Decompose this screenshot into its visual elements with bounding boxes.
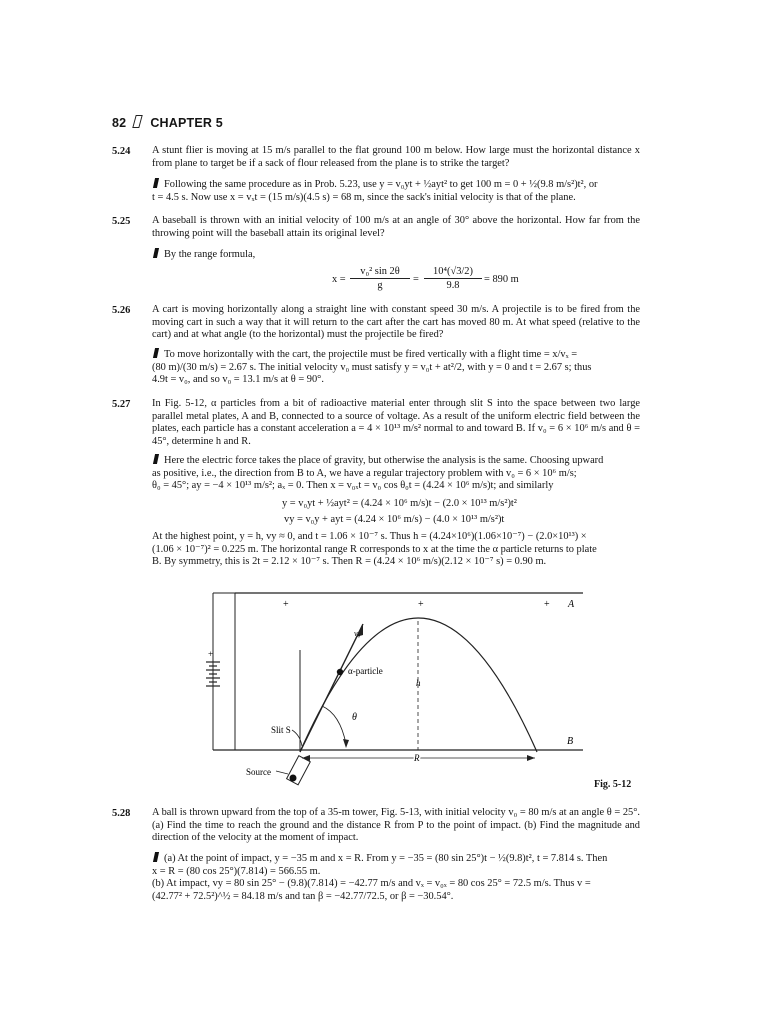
problem-number: 5.27	[112, 399, 131, 410]
problem-number: 5.25	[112, 216, 131, 227]
figure-caption: Fig. 5-12	[594, 779, 632, 790]
plus-sign: +	[208, 649, 214, 659]
alpha-particle	[337, 669, 343, 675]
plus-sign: +	[544, 599, 550, 610]
range-label: R	[414, 753, 420, 763]
problem-solution: By the range formula,	[152, 248, 640, 262]
slit-label: Slit S	[271, 725, 291, 735]
velocity-label: v₀	[354, 629, 361, 638]
problem-question: A cart is moving horizontally along a straight line with constant speed 30 m/s. A projectile is to be fired from the moving cart in such a way that it will return to the cart after the cart has moved 80 m. At what speed (relative to the cart) and at what angle (to the horizontal) must the projectile be fired?	[152, 304, 640, 341]
trajectory-equation-vy: vy = v₀y + ayt = (4.24 × 10⁶ m/s) − (4.0 × 10¹³ m/s²)t	[284, 514, 505, 525]
plus-sign: +	[418, 599, 424, 610]
plus-sign: +	[283, 599, 289, 610]
source-box	[287, 756, 311, 785]
problem-solution: (a) At the point of impact, y = −35 m and x = R. From y = −35 = (80 sin 25°)t − ½(9.8)t², t = 7.814 s. Then x = R = (80 cos 25°)(7.814) = 566.55 m. (b) At impact, vy = 80 sin 25° − (9.8)(7.814) = −42.77 m/s and vₓ = v₀ₓ = 80 cos 25° = 72.5 m/s. Thus v = (42.77² + 72.5²)^½ = 84.18 m/s and tan β = −42.77/72.5, or β = −30.54°.	[152, 853, 608, 902]
angle-label: θ	[352, 712, 357, 723]
chapter-title: CHAPTER 5	[150, 116, 223, 130]
problem-conclusion: At the highest point, y = h, vy ≈ 0, and t = 1.06 × 10⁻⁷ s. Thus h = (4.24×10⁶)(1.06×10⁻⁷) − (2.0×10¹³) × (1.06 × 10⁻⁷)² = 0.225 m. The horizontal range R corresponds to x at the time the α particle returns to plate B. By symmetry, this is 2t = 2.12 × 10⁻⁷ s. Then R = (4.24 × 10⁶ m/s)(2.12 × 10⁻⁷ s) = 0.90 m.	[152, 531, 597, 568]
source-label: Source	[246, 767, 271, 777]
problem-solution: Following the same procedure as in Prob. 5.23, use y = v₀yt + ½ayt² to get 100 m = 0 + ½(9.8 m/s²)t², or t = 4.5 s. Now use x = vₓt = (15 m/s)(4.5 s) = 68 m, since the sack's initial velocity is that of the plane.	[152, 179, 598, 203]
particle-label: α-particle	[348, 666, 383, 676]
trajectory-equation-y: y = v₀yt + ½ayt² = (4.24 × 10⁶ m/s)t − (2.0 × 10¹³ m/s²)t²	[282, 498, 517, 509]
plate-b-label: B	[567, 736, 574, 747]
problem-question: A ball is thrown upward from the top of a 35-m tower, Fig. 5-13, with initial velocity v₀ = 80 m/s at an angle θ = 25°. (a) Find the time to reach the ground and the distance R from P to the point of impact. (b) Find the magnitude and direction of the velocity at the moment of impact.	[152, 807, 640, 844]
solution-marker-icon	[153, 852, 159, 862]
page-number: 82	[112, 116, 127, 130]
velocity-vector	[300, 624, 363, 752]
problem-solution: Here the electric force takes the place of gravity, but otherwise the analysis is the same. Choosing upward as positive, i.e., the direction from B to A, we have a regular trajectory problem with v₀ = 6 × 10⁶ m/s; θ₀ = 45°; ay = −4 × 10¹³ m/s²; aₓ = 0. Then x = v₀ₓt = v₀ cos θ₀t = (4.24 × 10⁶ m/s)t; and similarly	[152, 455, 604, 492]
problem-question: A stunt flier is moving at 15 m/s parallel to the flat ground 100 m below. How large must the horizontal distance x from plane to target be if a sack of flour released from the plane is to strike the target?	[152, 145, 640, 169]
battery-icon	[206, 662, 220, 686]
height-label: h	[416, 678, 421, 688]
problem-question: In Fig. 5-12, α particles from a bit of radioactive material enter through slit S into the space between two large parallel metal plates, A and B, connected to a source of voltage. As a result of the uniform electric field between the plates, each particle has a constant acceleration a = 4 × 10¹³ m/s² normal to and toward B. If v₀ = 6 × 10⁶ m/s and θ = 45°, determine h and R.	[152, 398, 640, 447]
problem-solution: To move horizontally with the cart, the projectile must be fired vertically with a flight time = x/vₓ = (80 m)/(30 m/s) = 2.67 s. The initial velocity v₀ must satisfy y = v₀t + at²/2, with y = 0 and t = 2.67 s; thus 4.9t = v₀, and so v₀ = 13.1 m/s at θ = 90°.	[152, 349, 592, 386]
problem-number: 5.26	[112, 305, 131, 316]
angle-arc	[322, 706, 346, 744]
problem-number: 5.24	[112, 146, 131, 157]
problem-number: 5.28	[112, 808, 131, 819]
plate-a-label: A	[568, 599, 575, 610]
problem-question: A baseball is thrown with an initial velocity of 100 m/s at an angle of 30° above the horizontal. How far from the throwing point will the baseball attain its original level?	[152, 215, 640, 239]
